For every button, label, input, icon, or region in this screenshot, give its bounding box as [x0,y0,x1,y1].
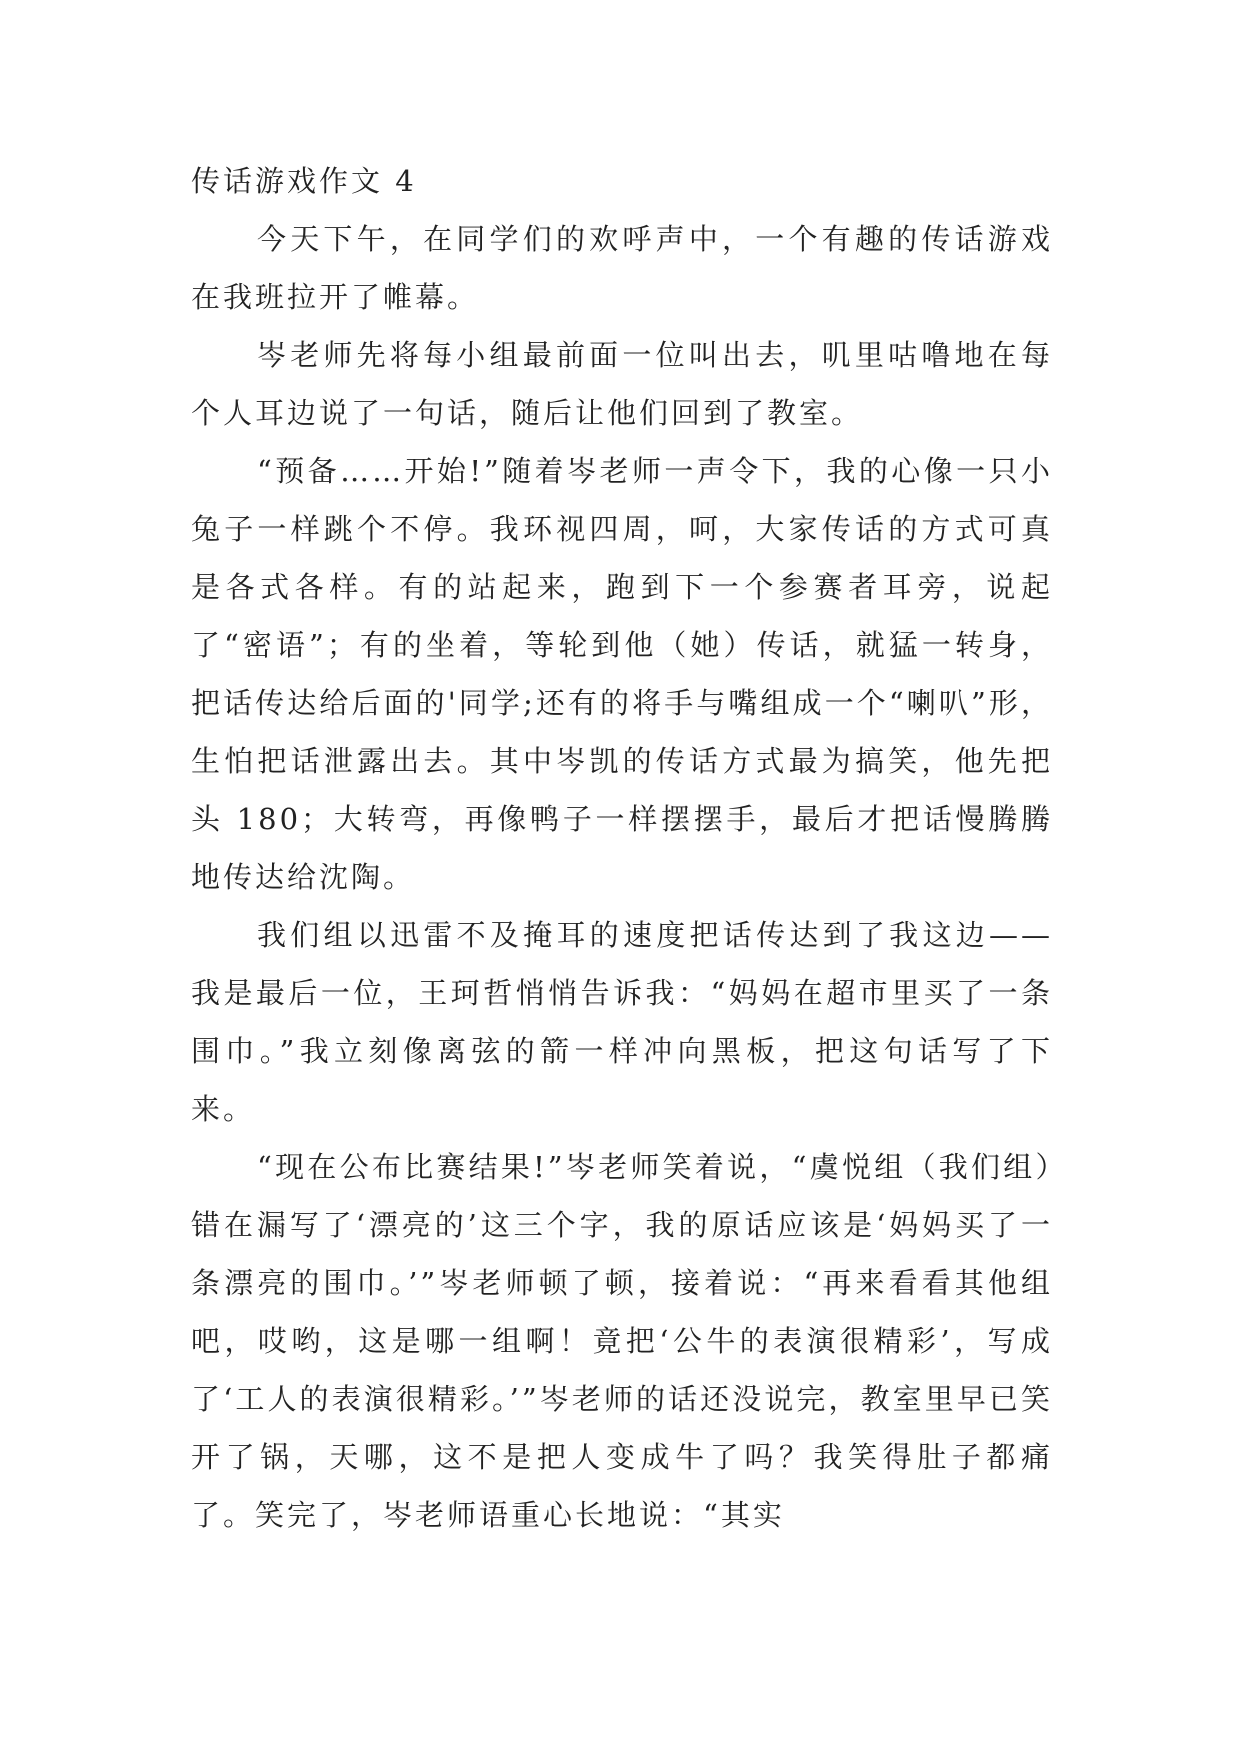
document-title: 传话游戏作文 4 [191,164,417,198]
paragraph-1: 今天下午，在同学们的欢呼声中，一个有趣的传话游戏在我班拉开了帷幕。 [191,222,1053,314]
paragraph-3: “预备……开始!”随着岑老师一声令下，我的心像一只小兔子一样跳个不停。我环视四周，呵，大家传话的方式可真是各式各样。有的站起来，跑到下一个参赛者耳旁，说起了“密语”；有的坐着，等轮到他（她）传话，就猛一转身，把话传达给后面的'同学;还有的将手与嘴组成一个“喇叭”形，生怕把话泄露出去。其中岑凯的传话方式最为搞笑，他先把头 180；大转弯，再像鸭子一样摆摆手，最后才把话慢腾腾地传达给沈陶。 [191,454,1053,894]
paragraph-4: 我们组以迅雷不及掩耳的速度把话传达到了我这边——我是最后一位，王珂哲悄悄告诉我：“妈妈在超市里买了一条围巾。”我立刻像离弦的箭一样冲向黑板，把这句话写了下来。 [191,918,1053,1126]
paragraph-2: 岑老师先将每小组最前面一位叫出去，叽里咕噜地在每个人耳边说了一句话，随后让他们回到了教室。 [191,338,1053,430]
paragraph-5: “现在公布比赛结果!”岑老师笑着说，“虞悦组（我们组）错在漏写了‘漂亮的’这三个字，我的原话应该是‘妈妈买了一条漂亮的围巾。’”岑老师顿了顿，接着说：“再来看看其他组吧，哎哟，这是哪一组啊！竟把‘公牛的表演很精彩’，写成了‘工人的表演很精彩。’”岑老师的话还没说完，教室里早已笑开了锅，天哪，这不是把人变成牛了吗？我笑得肚子都痛了。笑完了，岑老师语重心长地说：“其实 [191,1150,1053,1532]
document-body [191,152,1053,1544]
